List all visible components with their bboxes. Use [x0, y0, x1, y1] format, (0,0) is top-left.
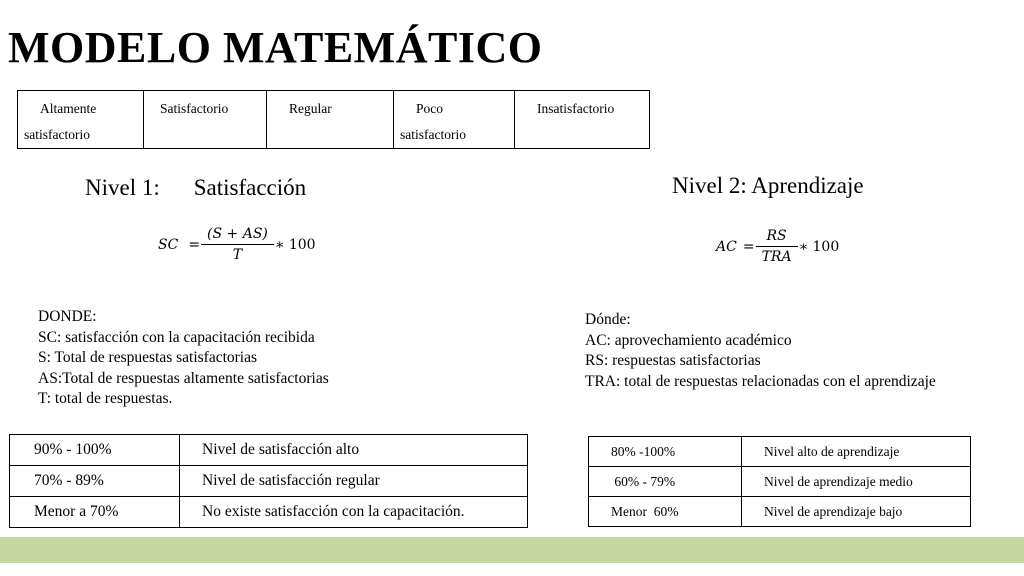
definition-line: AS:Total de respuestas altamente satisfactorias — [38, 369, 329, 387]
table-row — [10, 497, 528, 528]
satisfaction-levels-table — [9, 434, 528, 528]
level-cell: Nivel de aprendizaje medio — [742, 467, 971, 497]
formula-fraction — [204, 226, 271, 263]
nivel2-heading: Nivel 2: Aprendizaje — [672, 173, 864, 198]
range-cell: 60% - 79% — [589, 467, 742, 497]
rating-scale-table — [17, 90, 650, 149]
formula-denominator: TRA — [756, 246, 798, 265]
formula-equals: = — [742, 238, 755, 255]
definition-line: S: Total de respuestas satisfactorias — [38, 349, 258, 366]
range-cell: 80% -100% — [589, 437, 742, 467]
definition-line: T: total de respuestas. — [38, 390, 173, 407]
level-cell: Nivel alto de aprendizaje — [742, 437, 971, 467]
table-row — [18, 91, 650, 149]
level-cell: Nivel de satisfacción regular — [180, 466, 528, 497]
scale-label: Insatisfactorio — [537, 101, 615, 116]
level-cell: Nivel de satisfacción alto — [180, 435, 528, 466]
nivel1-heading — [85, 175, 306, 201]
scale-label: Poco — [416, 101, 443, 116]
level-cell: Nivel de aprendizaje bajo — [742, 497, 971, 527]
satisfaction-formula — [158, 226, 316, 263]
definition-line: TRA: total de respuestas relacionadas con el aprendizaje — [585, 372, 936, 390]
formula-denominator: T — [201, 244, 274, 263]
table-row — [589, 467, 971, 497]
definition-line: SC: satisfacción con la capacitación recibida — [38, 328, 315, 346]
nivel2-definitions — [585, 310, 936, 392]
scale-cell — [18, 91, 144, 149]
scale-cell — [144, 91, 267, 149]
formula-numerator: RS — [766, 228, 787, 244]
definition-line: DONDE: — [38, 308, 97, 325]
table-row — [589, 437, 971, 467]
formula-lhs: SC — [158, 236, 179, 253]
learning-formula — [716, 228, 839, 265]
range-cell: 70% - 89% — [10, 466, 180, 497]
page-title: MODELO MATEMÁTICO — [8, 23, 543, 72]
scale-label: satisfactorio — [400, 127, 466, 142]
scale-label: satisfactorio — [24, 127, 90, 142]
scale-cell — [394, 91, 515, 149]
scale-cell — [267, 91, 394, 149]
nivel1-definitions — [38, 307, 329, 410]
table-row — [589, 497, 971, 527]
scale-label: Satisfactorio — [160, 101, 229, 116]
table-row — [10, 466, 528, 497]
formula-multiplier: ∗ 100 — [798, 238, 840, 255]
scale-cell — [515, 91, 650, 149]
formula-equals: = — [188, 236, 201, 253]
formula-fraction — [759, 228, 795, 265]
nivel1-name: Satisfacción — [193, 175, 307, 200]
definition-line: RS: respuestas satisfactorias — [585, 352, 761, 369]
range-cell: Menor 60% — [589, 497, 742, 527]
definition-line: AC: aprovechamiento académico — [585, 331, 792, 349]
learning-levels-table — [588, 436, 971, 527]
range-cell: 90% - 100% — [10, 435, 180, 466]
scale-label: Regular — [289, 101, 332, 116]
definition-line: Dónde: — [585, 311, 631, 328]
formula-lhs: AC — [716, 238, 737, 255]
table-row — [10, 435, 528, 466]
nivel1-label: Nivel 1: — [85, 175, 160, 200]
footer-bar — [0, 537, 1024, 563]
formula-multiplier: ∗ 100 — [274, 236, 316, 253]
formula-numerator: (S + AS) — [207, 226, 268, 242]
range-cell: Menor a 70% — [10, 497, 180, 528]
level-cell: No existe satisfacción con la capacitación. — [180, 497, 528, 528]
scale-label: Altamente — [40, 101, 97, 116]
